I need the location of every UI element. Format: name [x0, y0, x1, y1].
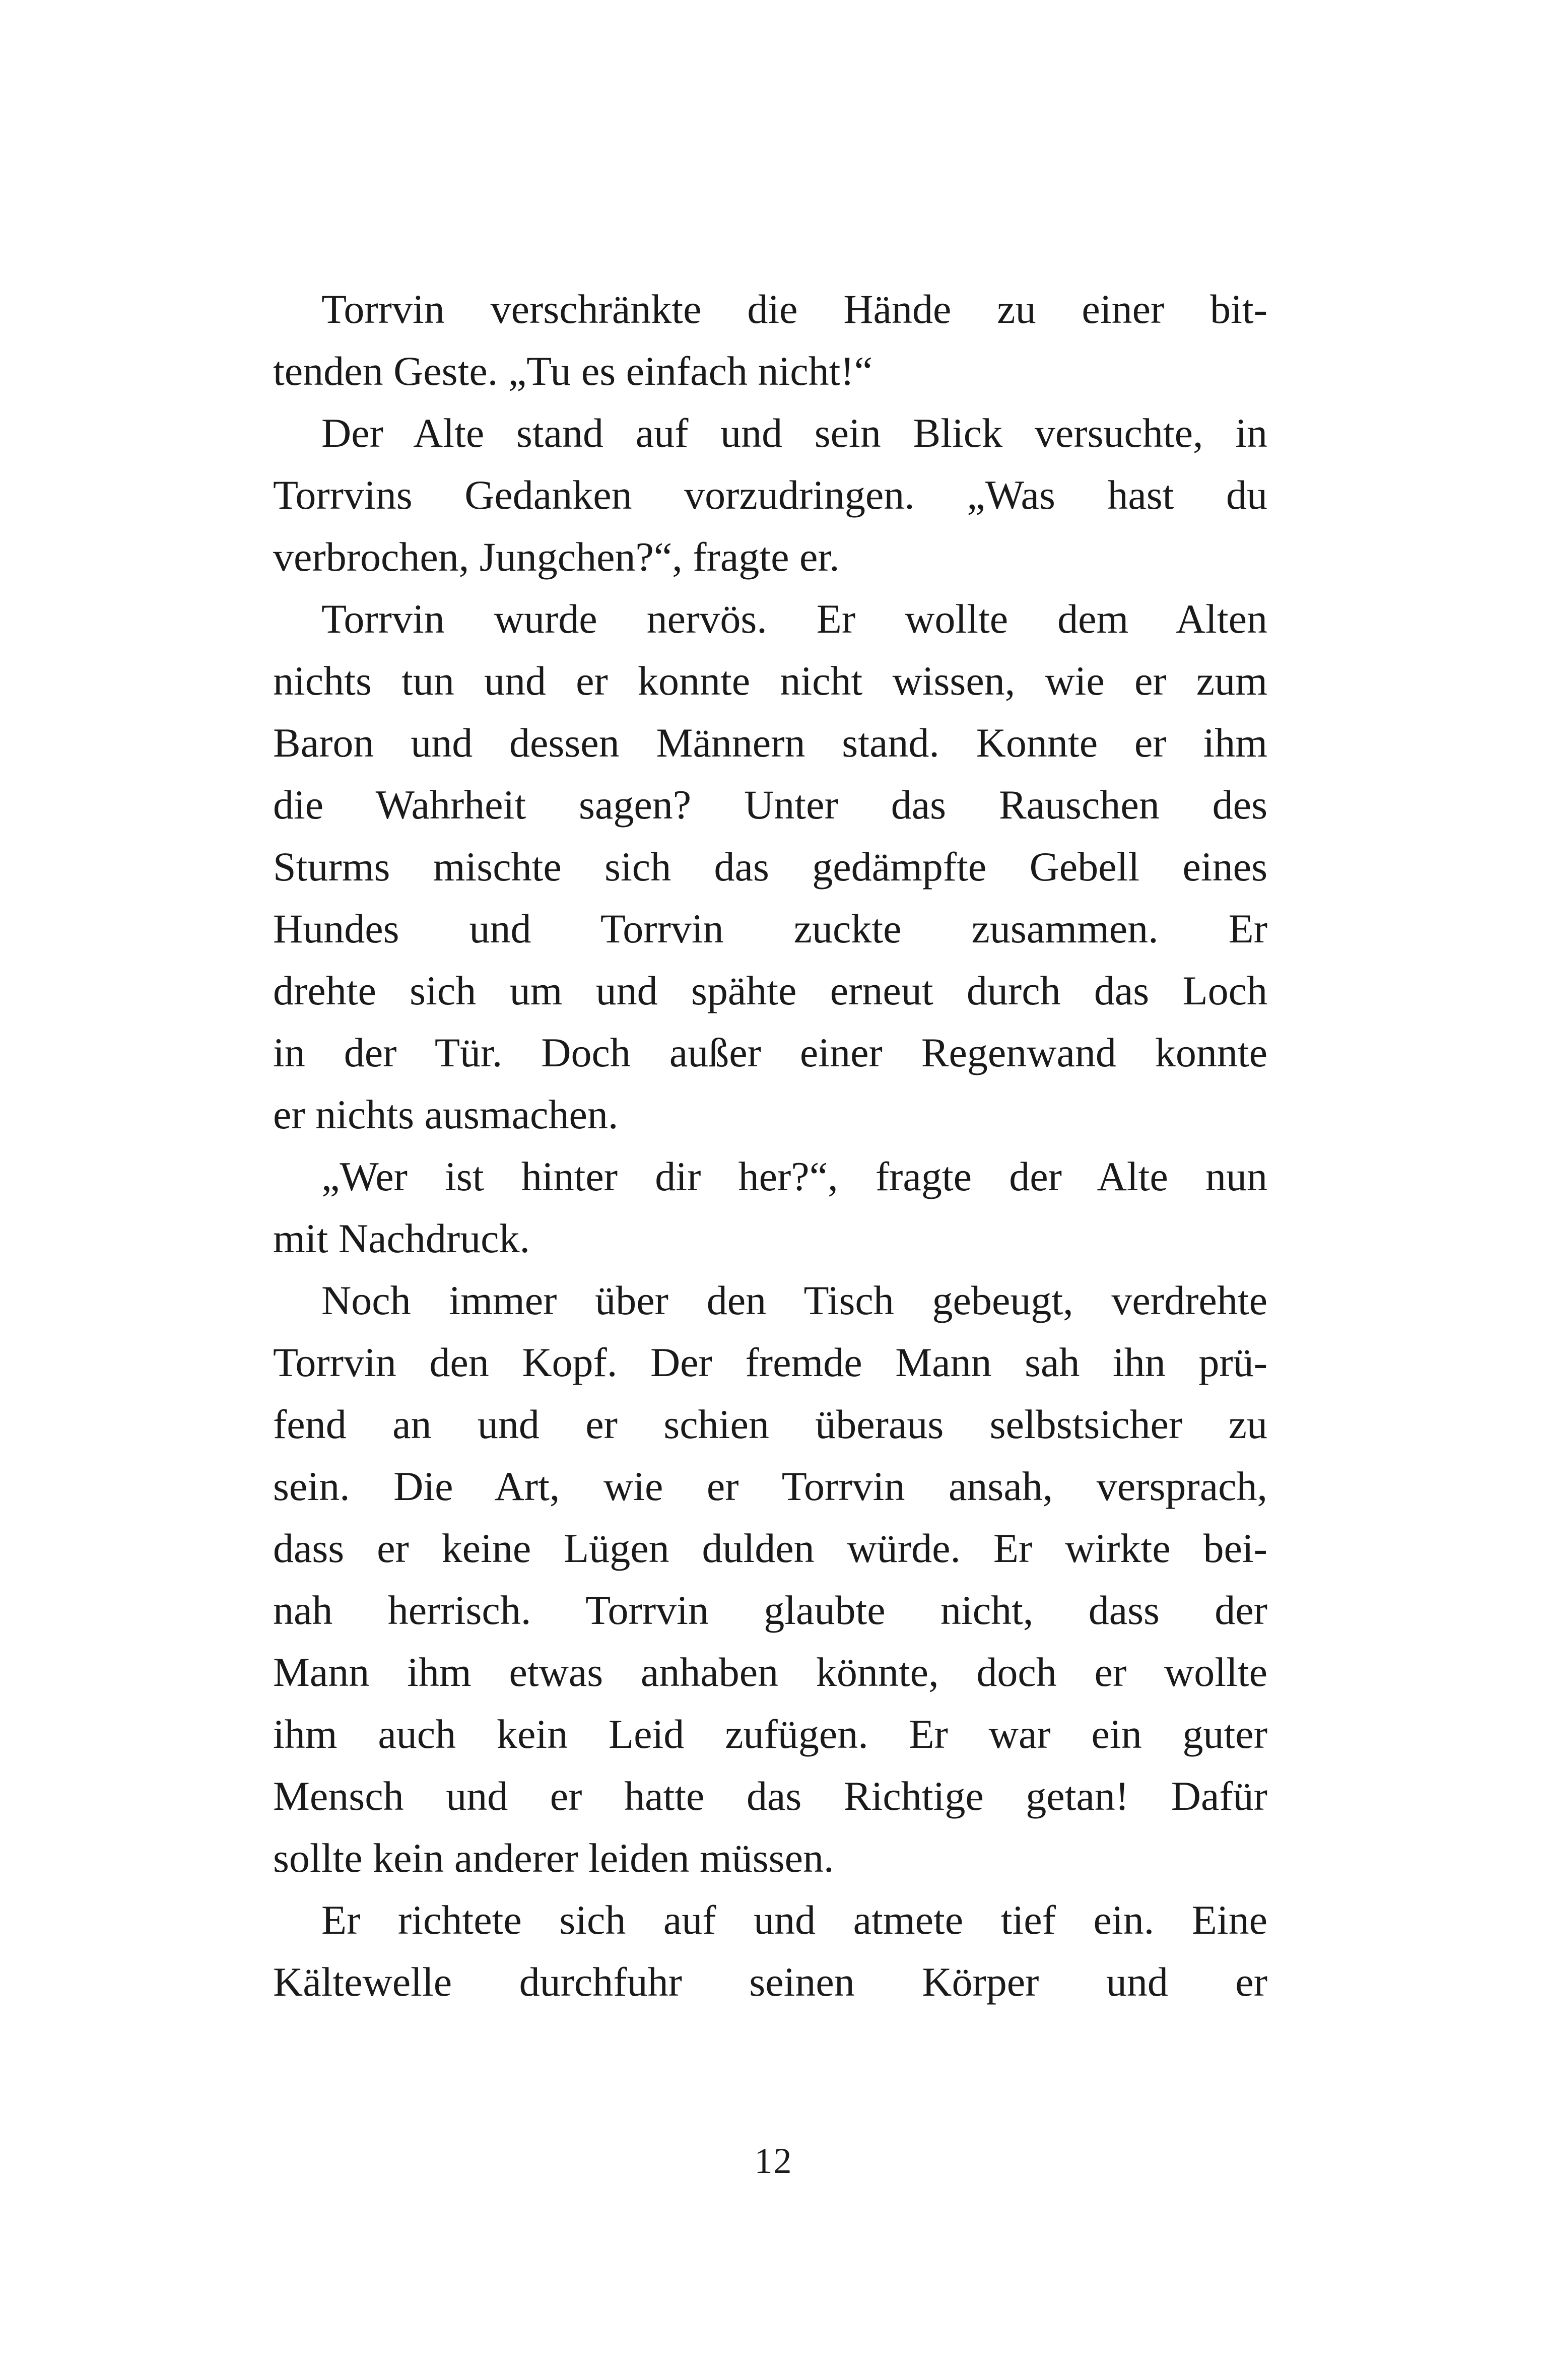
text-line: Sturms mischte sich das gedämpfte Gebell eines — [273, 844, 1267, 890]
text-line: Mensch und er hatte das Richtige getan! Dafür — [273, 1773, 1267, 1819]
text-line: mit Nachdruck. — [273, 1215, 530, 1261]
text-line: Der Alte stand auf und sein Blick versuchte, in — [321, 410, 1267, 456]
page-number: 12 — [754, 2141, 793, 2181]
text-line: Kältewelle durchfuhr seinen Körper und er — [273, 1959, 1267, 2005]
paragraph — [273, 1145, 1267, 1269]
text-line: sein. Die Art, wie er Torrvin ansah, versprach, — [273, 1463, 1267, 1509]
text-line: drehte sich um und spähte erneut durch das Loch — [273, 968, 1267, 1013]
text-line: ihm auch kein Leid zufügen. Er war ein guter — [273, 1711, 1267, 1757]
text-line: sollte kein anderer leiden müssen. — [273, 1835, 834, 1881]
text-line: Torrvins Gedanken vorzudringen. „Was hast du — [273, 472, 1267, 518]
paragraph — [273, 588, 1267, 1145]
paragraph — [273, 1269, 1267, 1889]
text-line: Torrvin wurde nervös. Er wollte dem Alten — [321, 596, 1267, 642]
text-line: in der Tür. Doch außer einer Regenwand konnte — [273, 1030, 1267, 1075]
text-line: Noch immer über den Tisch gebeugt, verdrehte — [321, 1277, 1267, 1323]
text-line: „Wer ist hinter dir her?“, fragte der Alte nun — [321, 1153, 1267, 1199]
text-line: Mann ihm etwas anhaben könnte, doch er wollte — [273, 1649, 1267, 1695]
text-line: er nichts ausmachen. — [273, 1092, 619, 1137]
text-line: nah herrisch. Torrvin glaubte nicht, dass der — [273, 1587, 1267, 1633]
text-line: nichts tun und er konnte nicht wissen, wie er zum — [273, 658, 1267, 704]
paragraph — [273, 1889, 1267, 2013]
text-line: fend an und er schien überaus selbstsicher zu — [273, 1401, 1267, 1447]
text-line: Torrvin den Kopf. Der fremde Mann sah ihn prü- — [273, 1339, 1267, 1385]
text-line: Torrvin verschränkte die Hände zu einer bit- — [321, 286, 1267, 332]
paragraph — [273, 278, 1267, 402]
text-line: Er richtete sich auf und atmete tief ein. Eine — [321, 1897, 1267, 1943]
text-line: die Wahrheit sagen? Unter das Rauschen des — [273, 782, 1267, 828]
paragraph — [273, 402, 1267, 588]
text-line: Baron und dessen Männern stand. Konnte er ihm — [273, 720, 1267, 766]
text-line: verbrochen, Jungchen?“, fragte er. — [273, 534, 840, 580]
body-text — [273, 278, 1267, 2013]
text-line: dass er keine Lügen dulden würde. Er wirkte bei- — [273, 1525, 1267, 1571]
text-line: tenden Geste. „Tu es einfach nicht!“ — [273, 348, 873, 394]
text-line: Hundes und Torrvin zuckte zusammen. Er — [273, 906, 1267, 951]
